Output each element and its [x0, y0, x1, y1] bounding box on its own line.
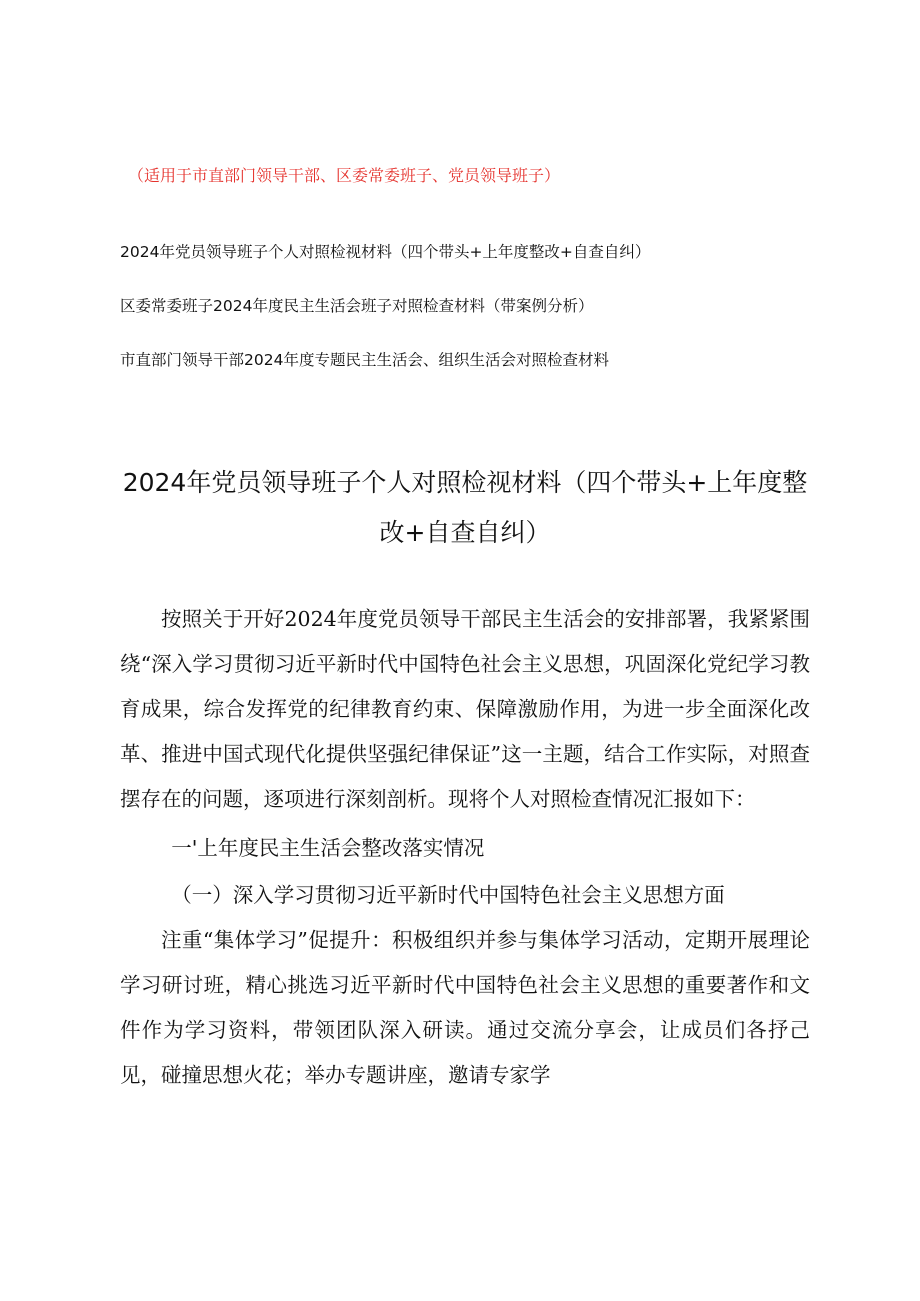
- subsection-heading: （一）深入学习贯彻习近平新时代中国特色社会主义思想方面: [171, 883, 725, 907]
- intro-paragraph: 按照关于开好2024年度党员领导干部民主生活会的安排部署，我紧紧围绕“深入学习贯彻习近平新时代中国特色社会主义思想，巩固深化党纪学习教育成果，综合发挥党的纪律教育约束、保障激励作用，为进一步全面深化改革、推进中国式现代化提供坚强纪律保证”这一主题，结合工作实际，对照查摆存在的问题，逐项进行深刻剖析。现将个人对照检查情况汇报如下：: [120, 607, 810, 811]
- document-title: 2024年党员领导班子个人对照检视材料（四个带头+上年度整改+自查自纠）: [122, 468, 808, 547]
- section-heading: 一'上年度民主生活会整改落实情况: [171, 836, 485, 860]
- contents-item: 区委常委班子2024年度民主生活会班子对照检查材料（带案例分析）: [120, 297, 594, 315]
- contents-list: [120, 240, 650, 402]
- contents-item: 2024年党员领导班子个人对照检视材料（四个带头+上年度整改+自查自纠）: [120, 243, 651, 261]
- document-body: [120, 597, 810, 1098]
- contents-item: 市直部门领导干部2024年度专题民主生活会、组织生活会对照检查材料: [120, 351, 609, 369]
- body-paragraph: 注重“集体学习”促提升：积极组织并参与集体学习活动，定期开展理论学习研讨班，精心挑选习近平新时代中国特色社会主义思想的重要著作和文件作为学习资料，带领团队深入研读。通过交流分享会，让成员们各抒己见，碰撞思想火花；举办专题讲座，邀请专家学: [120, 928, 810, 1087]
- applicability-note: （适用于市直部门领导干部、区委常委班子、党员领导班子）: [128, 166, 561, 185]
